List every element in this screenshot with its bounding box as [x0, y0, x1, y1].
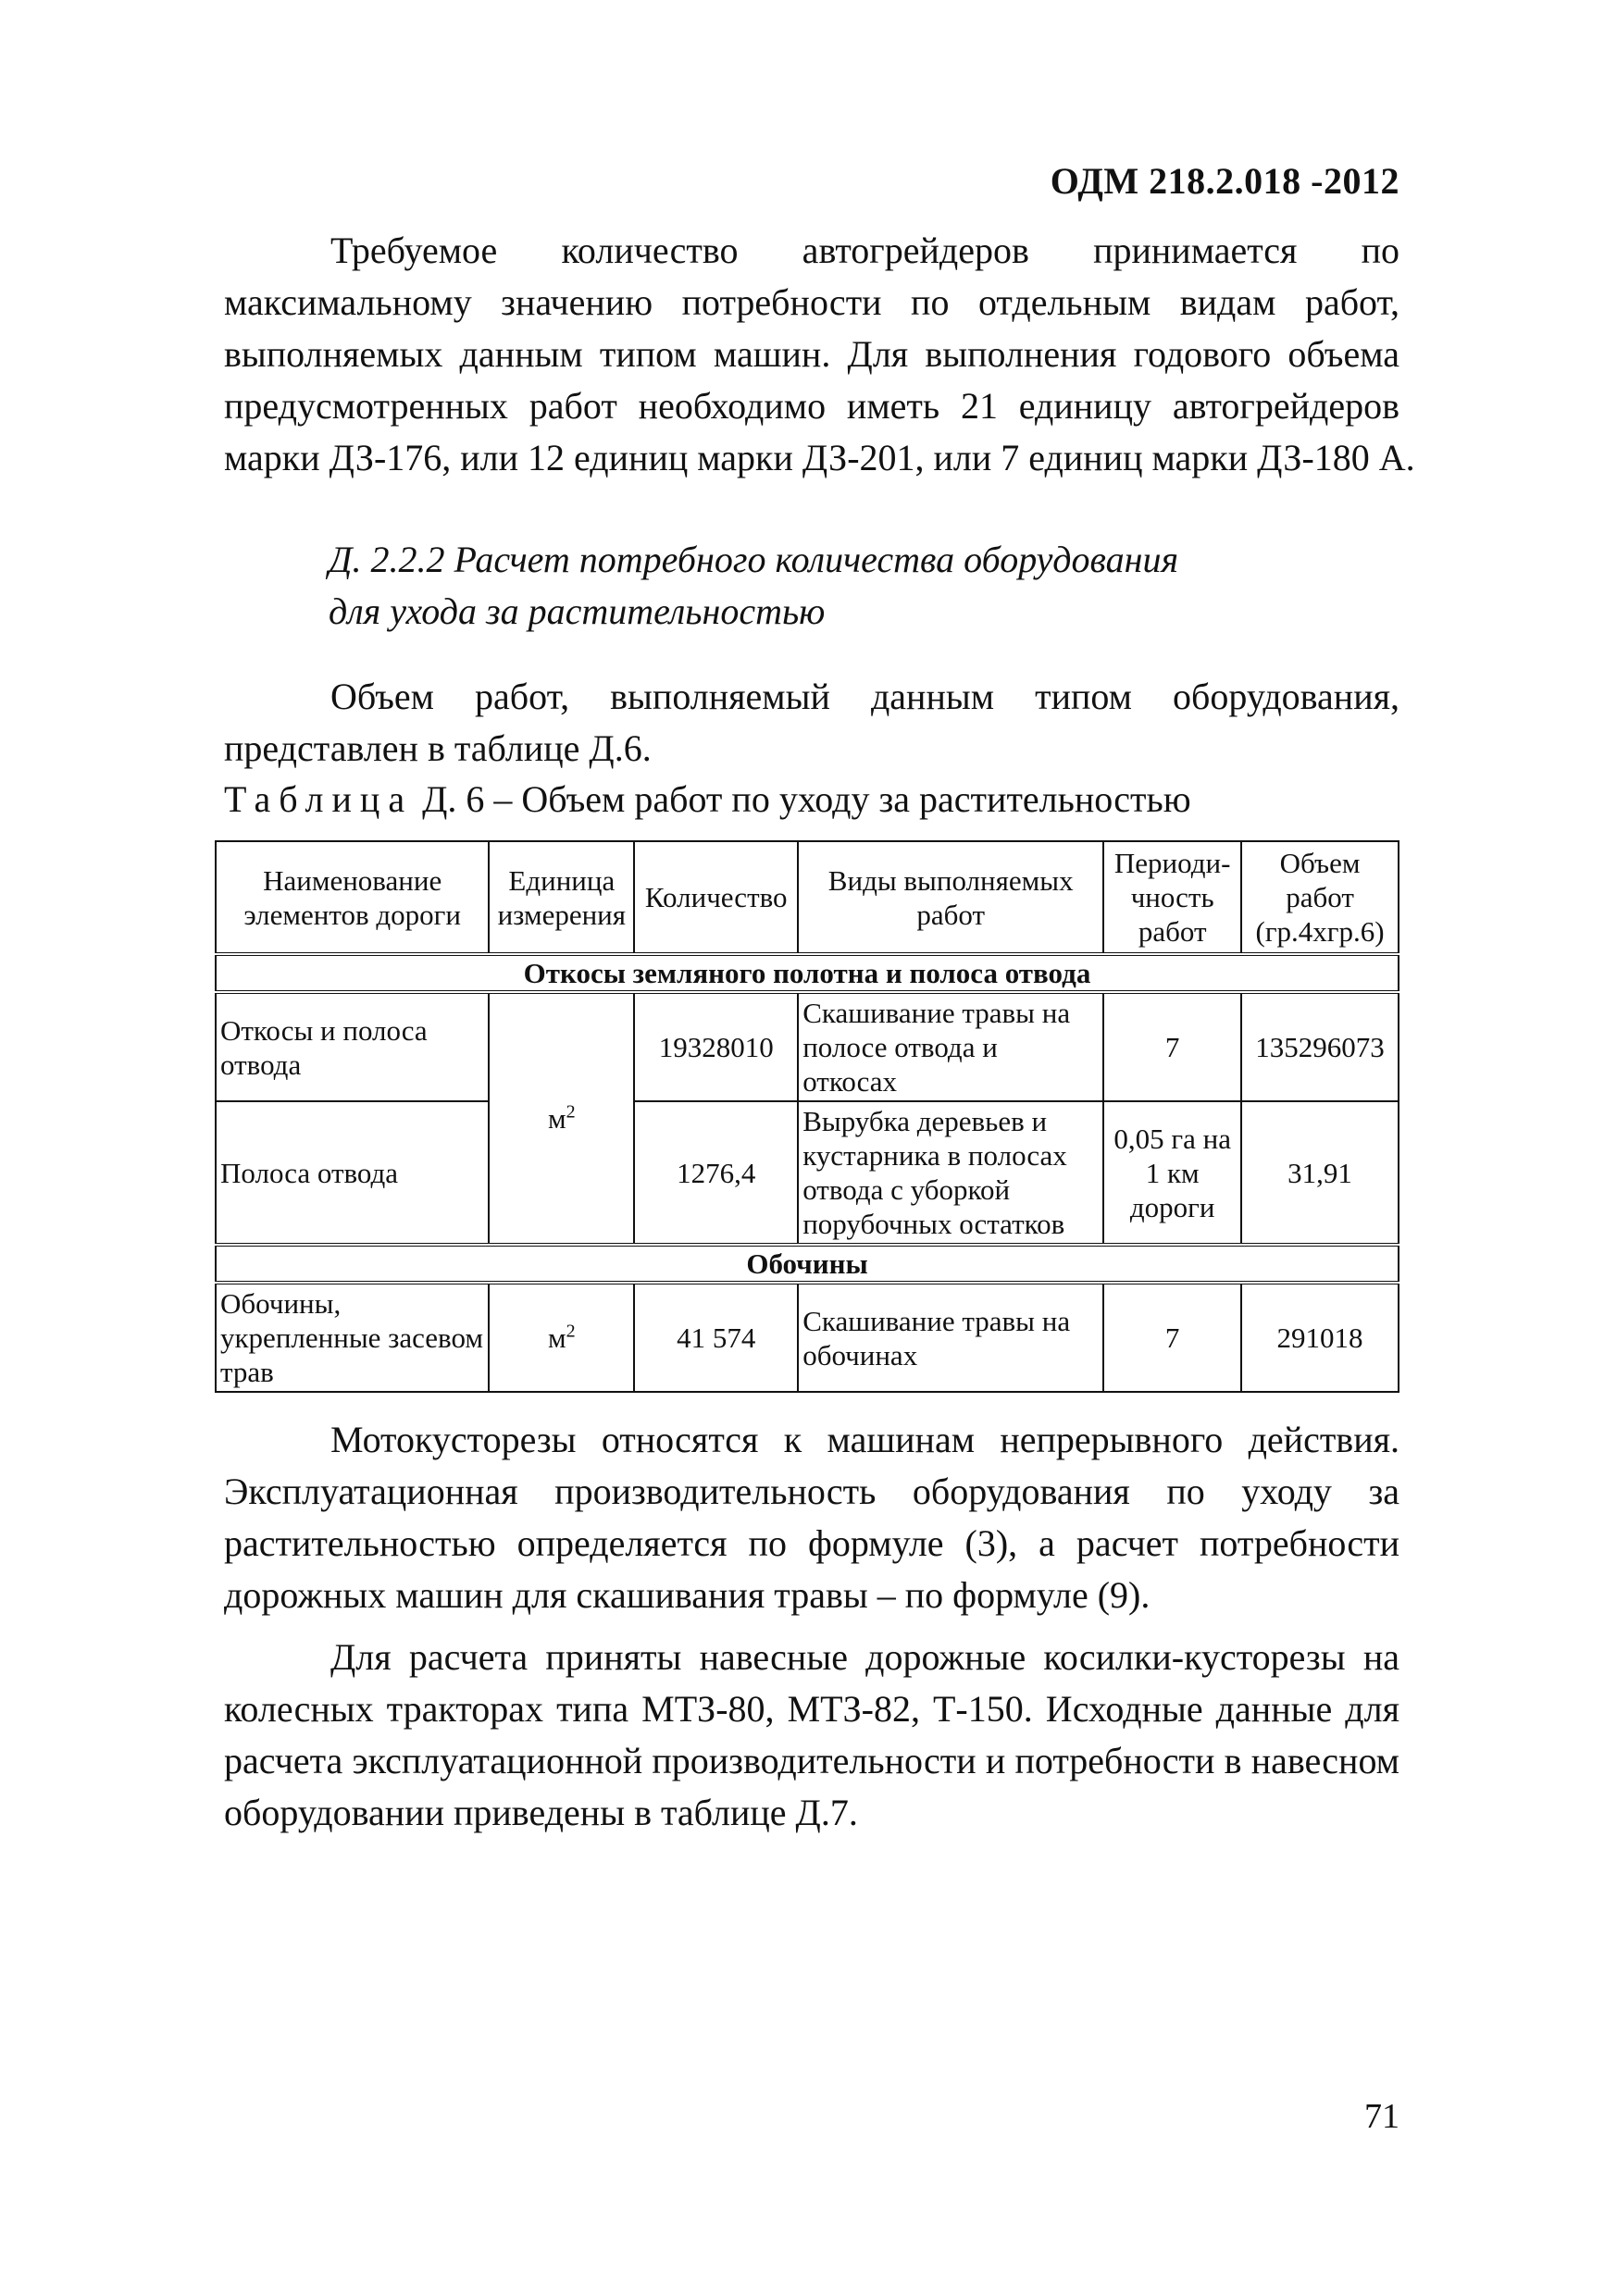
- cell-quantity: 1276,4: [634, 1101, 798, 1245]
- table-section-row: [216, 954, 1399, 992]
- header-periodicity: Периоди-чность работ: [1103, 841, 1241, 954]
- header-unit: Единица измерения: [489, 841, 634, 954]
- text-line: представлен в таблице Д.6.: [224, 727, 652, 769]
- cell-periodicity: 0,05 га на 1 км дороги: [1103, 1101, 1241, 1245]
- cell-periodicity: 7: [1103, 992, 1241, 1101]
- text-line: растительностью определяется по формуле (3), а расчет потребности: [224, 1522, 1399, 1564]
- text-line: предусмотренных работ необходимо иметь 21 единицу автогрейдеров: [224, 385, 1399, 427]
- unit-exponent: 2: [566, 1101, 576, 1123]
- section-title: Откосы земляного полотна и полоса отвода: [216, 954, 1399, 992]
- table-row: [216, 1283, 1399, 1392]
- header-name: Наименование элементов дороги: [216, 841, 489, 954]
- table-row: [216, 992, 1399, 1101]
- cell-work: Скашивание травы на полосе отвода и откосах: [798, 992, 1103, 1101]
- unit-base: м: [548, 1102, 566, 1135]
- work-volume-table: [215, 840, 1399, 1393]
- table-caption: [224, 774, 1191, 825]
- cell-unit: [489, 992, 634, 1245]
- unit-exponent: 2: [566, 1321, 576, 1342]
- text-line: выполняемых данным типом машин. Для выполнения годового объема: [224, 333, 1399, 375]
- page-number: 71: [1364, 2097, 1399, 2136]
- cell-periodicity: 7: [1103, 1283, 1241, 1392]
- paragraph-work-volume: [224, 671, 1399, 775]
- document-code: ОДМ 218.2.018 -2012: [1050, 160, 1399, 202]
- table-header-row: [216, 841, 1399, 954]
- section-heading: [329, 534, 1178, 638]
- cell-volume: 135296073: [1241, 992, 1399, 1101]
- text-line: оборудовании приведены в таблице Д.7.: [224, 1792, 858, 1833]
- paragraph-brushcutters: [224, 1414, 1399, 1621]
- text-line: Объем работ, выполняемый данным типом оборудования,: [330, 676, 1399, 717]
- section-title: Обочины: [216, 1245, 1399, 1283]
- text-line: Мотокусторезы относятся к машинам непрерывного действия.: [330, 1419, 1399, 1460]
- text-line: колесных тракторах типа МТЗ-80, МТЗ-82, Т-150. Исходные данные для: [224, 1688, 1399, 1730]
- text-line: дорожных машин для скашивания травы – по формуле (9).: [224, 1574, 1151, 1616]
- paragraph-mowers: [224, 1632, 1399, 1839]
- cell-volume: 31,91: [1241, 1101, 1399, 1245]
- text-line: Эксплуатационная производительность оборудования по уходу за: [224, 1471, 1399, 1512]
- table-row: [216, 1101, 1399, 1245]
- heading-line: Д. 2.2.2 Расчет потребного количества оборудования: [329, 539, 1179, 580]
- header-volume: Объем работ (гр.4хгр.6): [1241, 841, 1399, 954]
- text-line: расчета эксплуатационной производительности и потребности в навесном: [224, 1740, 1399, 1781]
- text-line: максимальному значению потребности по отдельным видам работ,: [224, 281, 1399, 323]
- cell-quantity: 41 574: [634, 1283, 798, 1392]
- unit-base: м: [548, 1322, 566, 1354]
- cell-quantity: 19328010: [634, 992, 798, 1101]
- table-section-row: [216, 1245, 1399, 1283]
- text-line: Требуемое количество автогрейдеров принимается по: [330, 230, 1399, 271]
- heading-line: для ухода за растительностью: [329, 590, 826, 632]
- cell-name: Откосы и полоса отвода: [216, 992, 489, 1101]
- cell-name: Обочины, укрепленные засевом трав: [216, 1283, 489, 1392]
- header-quantity: Количество: [634, 841, 798, 954]
- header-work-type: Виды выполняемых работ: [798, 841, 1103, 954]
- table-caption-label: Таблица: [224, 778, 414, 820]
- table-caption-text: Д. 6 – Объем работ по уходу за растительностью: [413, 778, 1191, 820]
- cell-work: Вырубка деревьев и кустарника в полосах отвода с уборкой порубочных остатков: [798, 1101, 1103, 1245]
- cell-work: Скашивание травы на обочинах: [798, 1283, 1103, 1392]
- cell-unit: [489, 1283, 634, 1392]
- paragraph-graders: [224, 225, 1415, 484]
- text-line: Для расчета приняты навесные дорожные косилки-кусторезы на: [330, 1636, 1399, 1678]
- cell-volume: 291018: [1241, 1283, 1399, 1392]
- text-line: марки ДЗ-176, или 12 единиц марки ДЗ-201, или 7 единиц марки ДЗ-180 А.: [224, 437, 1415, 478]
- cell-name: Полоса отвода: [216, 1101, 489, 1245]
